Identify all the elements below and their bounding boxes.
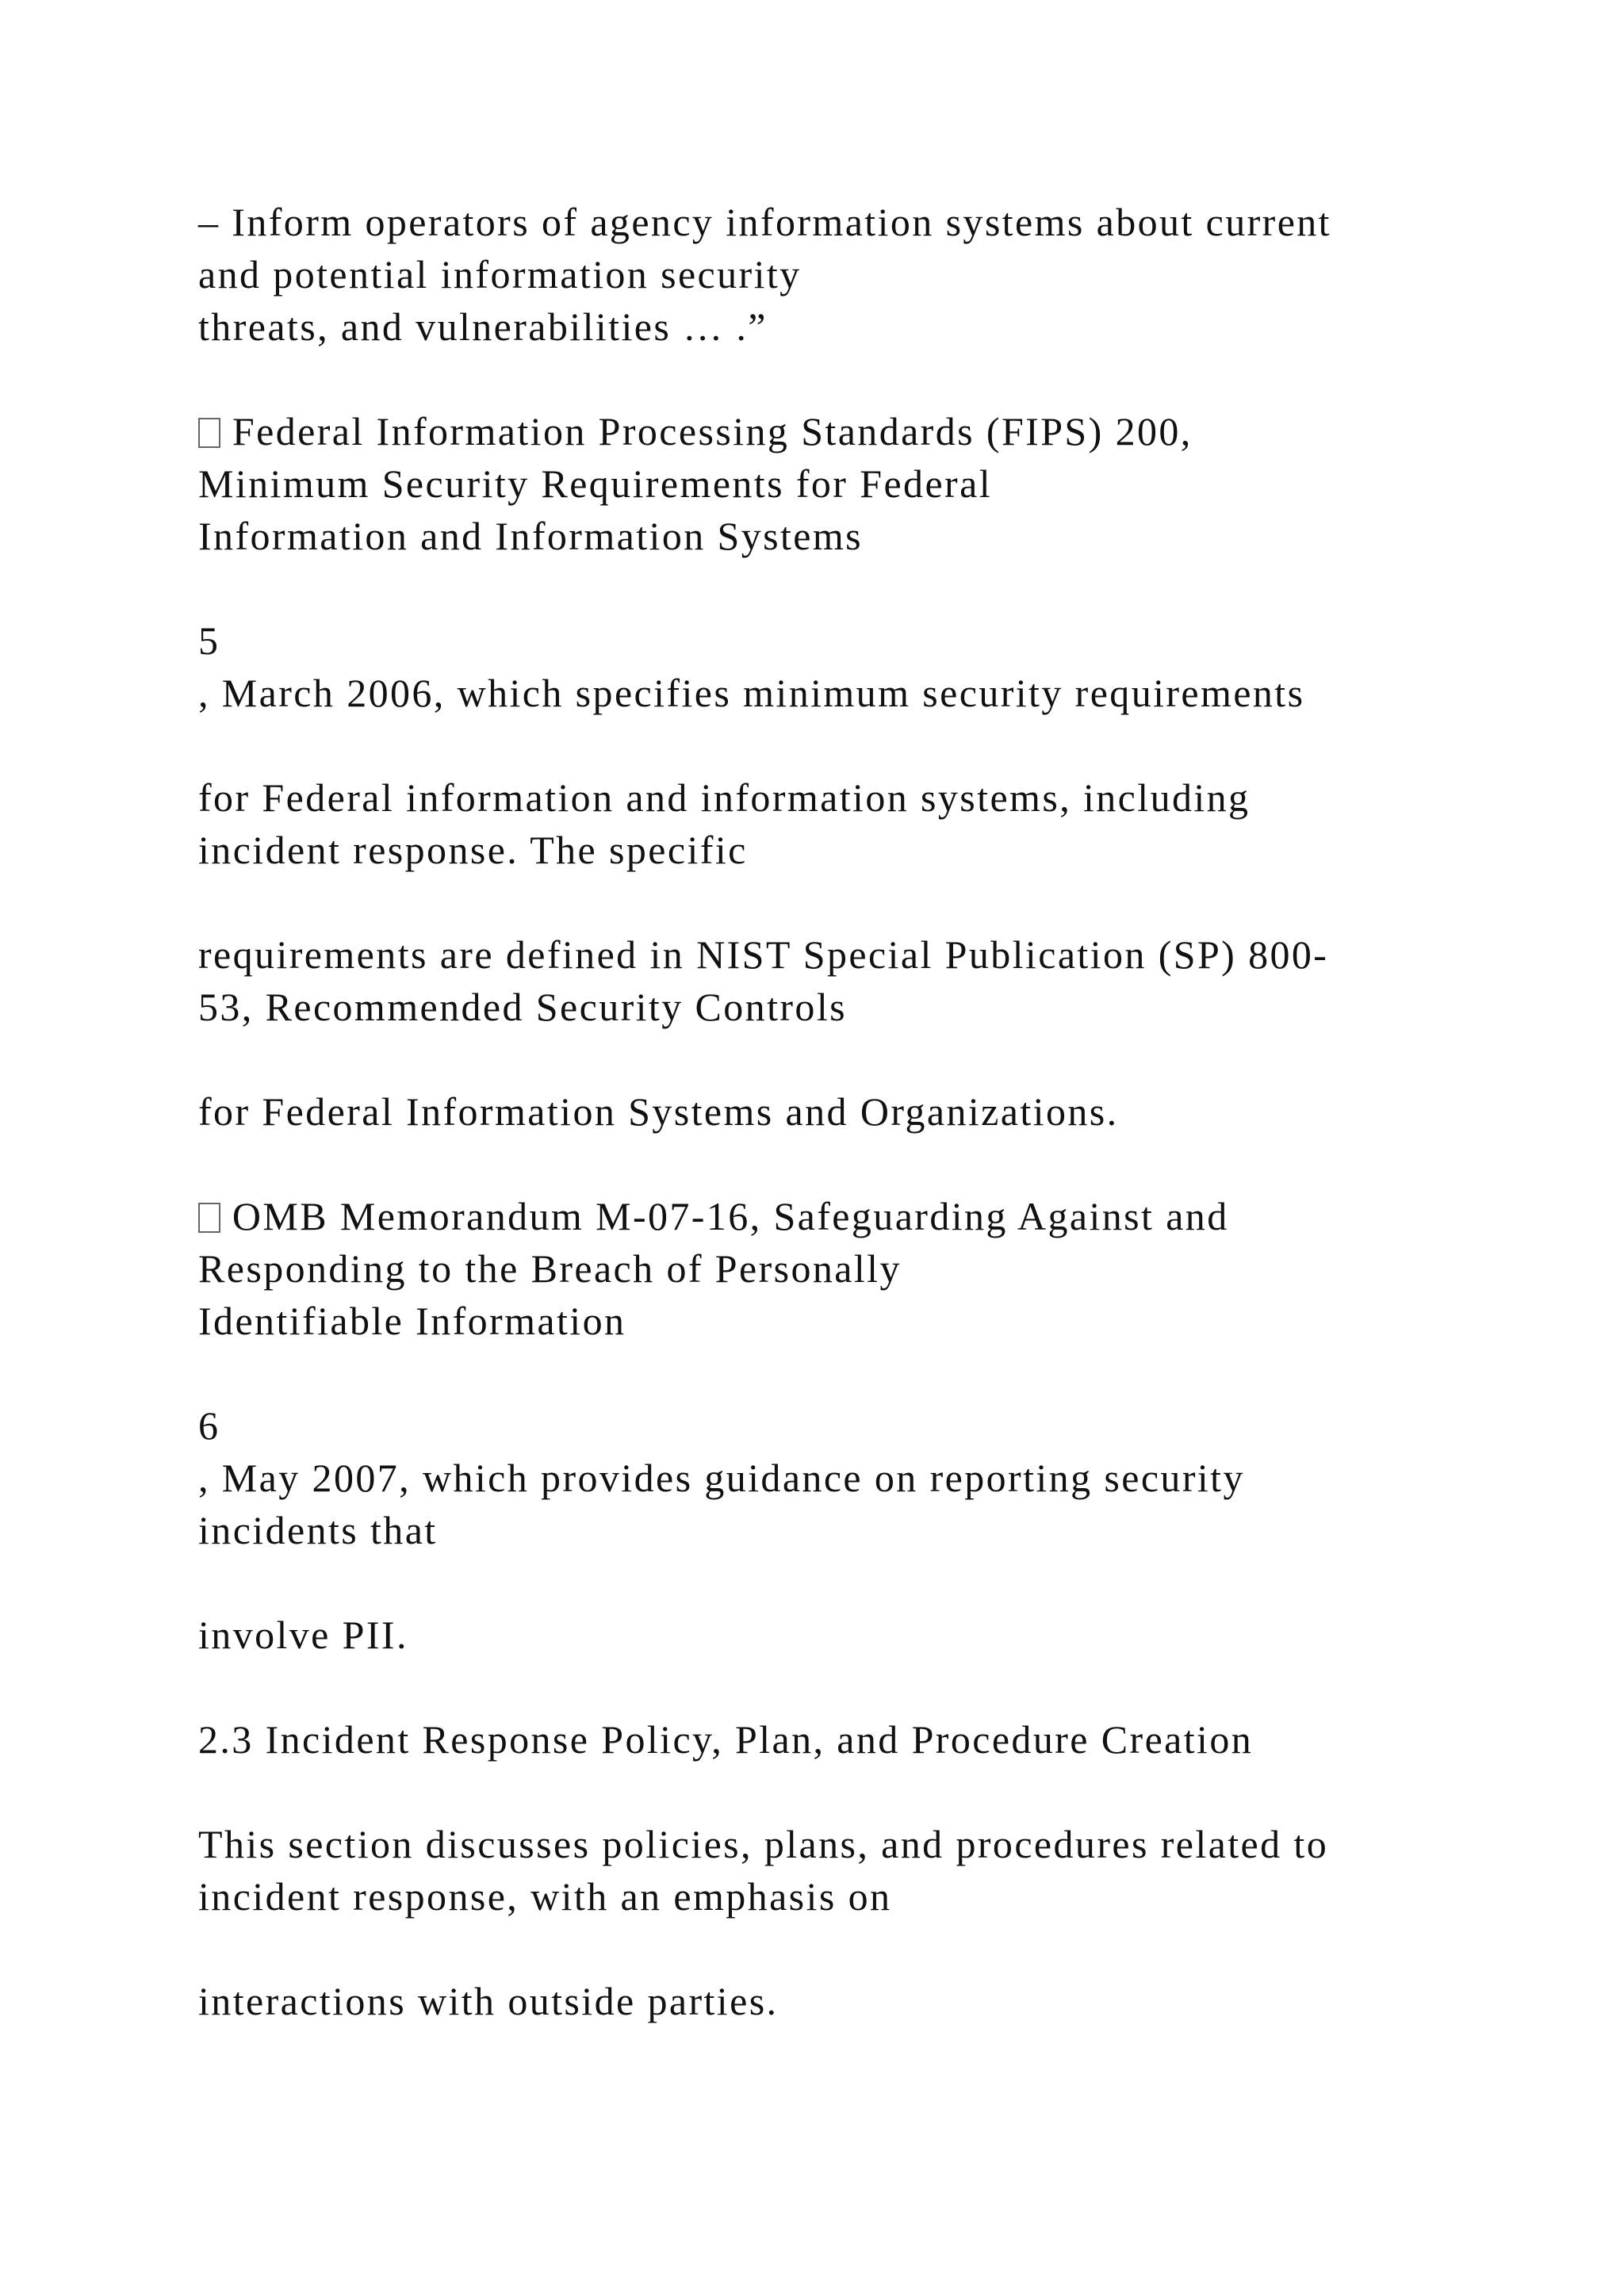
footnote-number: 6 [198,1403,220,1448]
body-text-line: for Federal Information Systems and Organizations. [198,1089,1119,1134]
body-text-line: This section discusses policies, plans, and procedures related to [198,1822,1329,1866]
bullet-item-line [198,1190,1229,1242]
footnote-number: 5 [198,618,220,663]
body-text-line: Information and Information Systems [198,514,864,558]
bullet-item-line [198,405,1193,457]
bullet-item-text: Federal Information Processing Standards (FIPS) 200, [232,409,1193,453]
body-text-line: for Federal information and information systems, including [198,775,1251,820]
body-text-line: , May 2007, which provides guidance on reporting security [198,1456,1245,1500]
body-text-line: incident response. The specific [198,828,748,872]
body-text-line: incidents that [198,1508,438,1552]
missing-glyph-bullet-icon [198,1203,220,1233]
body-text-line: – Inform operators of agency information systems about current [198,200,1331,244]
body-text-line: 53, Recommended Security Controls [198,985,847,1029]
body-text-line: interactions with outside parties. [198,1979,779,2023]
body-text-line: threats, and vulnerabilities … .” [198,304,768,349]
section-heading: 2.3 Incident Response Policy, Plan, and Procedure Creation [198,1717,1254,1762]
body-text-line: Identifiable Information [198,1299,626,1343]
bullet-item-text: OMB Memorandum M-07-16, Safeguarding Against and [232,1194,1229,1238]
body-text-line: Responding to the Breach of Personally [198,1246,902,1291]
missing-glyph-bullet-icon [198,418,220,448]
body-text-line: and potential information security [198,252,802,297]
body-text-line: , March 2006, which specifies minimum security requirements [198,671,1305,715]
body-text-line: incident response, with an emphasis on [198,1874,892,1919]
body-text-line: involve PII. [198,1613,408,1657]
body-text-line: Minimum Security Requirements for Federal [198,461,992,506]
body-text-line: requirements are defined in NIST Special Publication (SP) 800- [198,932,1329,977]
